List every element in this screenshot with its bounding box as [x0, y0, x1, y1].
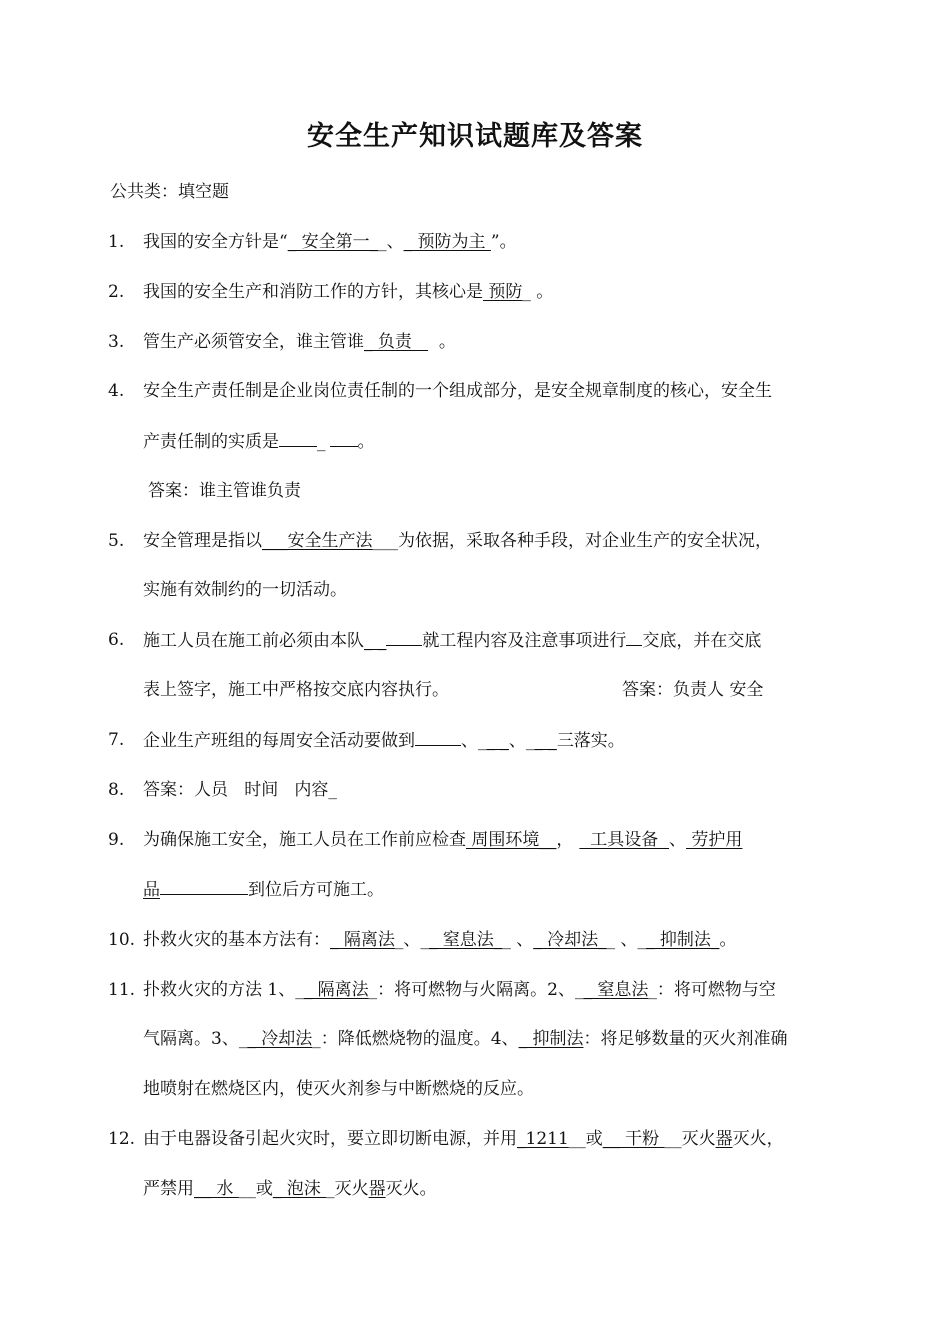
question-9-line-2: 品 到位后方可施工。 [143, 877, 848, 902]
question-number: 5. [108, 531, 125, 551]
question-12-line-1: 由于电器设备引起火灾时，要立即切断电源，并用_1211__或__ 干粉 __灭火器灭火， [143, 1129, 784, 1149]
answer-blank: 预防 [483, 282, 523, 302]
question-number: 11. [108, 980, 136, 1000]
answer-blank: _ 预防为主 [403, 232, 491, 252]
question-number: 7. [108, 730, 125, 750]
answer-blank: _ 冷却法 [247, 1029, 313, 1049]
answer-blank: _ 冷却法_ [533, 930, 607, 950]
answer-blank: _ 安全第一_ [287, 232, 379, 252]
answer-blank: _ 抑制法_ [646, 930, 720, 950]
question-number: 4. [108, 381, 125, 401]
question-6-answer: 答案：负责人 安全 [622, 680, 764, 700]
question-7: 企业生产班组的每周安全活动要做到 、__ _、__ _三落实。 [143, 728, 848, 753]
question-12-line-2: 严禁用__ 水 __或_ 泡沫 _灭火器灭火。 [143, 1179, 437, 1199]
question-number: 9. [108, 830, 125, 850]
question-4-line-1: 安全生产责任制是企业岗位责任制的一个组成部分，是安全规章制度的核心，安全生 [143, 381, 772, 401]
answer-blank: _ _ [534, 731, 557, 751]
question-6-line-2: 表上签字，施工中严格按交底内容执行。 [143, 680, 449, 700]
question-number: 3. [108, 332, 125, 352]
answer-blank: _ 抑制法 [518, 1029, 584, 1049]
document-title: 安全生产知识试题库及答案 [307, 121, 643, 152]
question-number: 1. [108, 232, 125, 252]
answer-blank: _ 窒息法_ [428, 930, 503, 950]
question-number: 6. [108, 630, 125, 650]
answer-blank: 劳护用 [686, 830, 743, 850]
question-6-line-1: 施工人员在施工前必须由本队_ _ 就工程内容及注意事项进行 交底，并在交底 [143, 628, 848, 653]
question-number: 12. [108, 1129, 136, 1149]
answer-blank: _ 负责 [364, 332, 429, 352]
question-3: 管生产必须管安全，谁主管谁_ 负责 。 [143, 332, 456, 352]
question-5-line-2: 实施有效制约的一切活动。 [143, 580, 347, 600]
question-8: 答案：人员 时间 内容_ [143, 780, 337, 800]
answer-blank: _ 隔离法 [330, 930, 395, 950]
question-number: 2. [108, 282, 125, 302]
answer-blank: 工具设备 [579, 830, 670, 850]
answer-blank [386, 628, 422, 646]
answer-blank: _1211 [517, 1129, 569, 1149]
answer-blank: _ 隔离法 [303, 980, 369, 1000]
question-9-line-1: 为确保施工安全，施工人员在工作前应检查 周围环境__， 工具设备 、 劳护用 [143, 830, 743, 850]
question-11-line-2: 气隔离。3、__ 冷却法_：降低燃烧物的温度。4、_ 抑制法：将足够数量的灭火剂准确 [143, 1029, 788, 1049]
question-4-answer: 答案：谁主管谁负责 [148, 481, 301, 501]
answer-blank: __ 水 [194, 1179, 239, 1199]
answer-blank: _ 窒息法 [583, 980, 649, 1000]
answer-blank [160, 877, 248, 895]
answer-blank [415, 728, 461, 746]
answer-blank [626, 628, 642, 646]
question-10: 扑救火灾的基本方法有：_ 隔离法_、__ 窒息法__ 、_ 冷却法__ 、__ 抑制法_。 [143, 930, 737, 950]
question-11-line-1: 扑救火灾的方法 1、__ 隔离法_：将可燃物与火隔离。2、__ 窒息法_：将可燃物与空 [143, 980, 776, 1000]
question-2: 我国的安全生产和消防工作的方针，其核心是 预防_ 。 [143, 282, 554, 302]
question-1: 我国的安全方针是“_ 安全第一__、_ 预防为主 ”。 [143, 232, 517, 252]
question-5-line-1: 安全管理是指以___安全生产法___为依据，采取各种手段，对企业生产的安全状况， [143, 531, 772, 551]
answer-blank: 周围环境__ [466, 830, 557, 850]
answer-blank [330, 429, 358, 447]
question-number: 8. [108, 780, 125, 800]
answer-blank: ___安全生产法 [262, 531, 373, 551]
answer-blank: _ 泡沫 [272, 1179, 327, 1199]
question-number: 10. [108, 930, 136, 950]
answer-blank: _ _ [364, 631, 387, 651]
question-4-line-2: 产责任制的实质是 _ 。 [143, 429, 848, 454]
question-11-line-3: 地喷射在燃烧区内，使灭火剂参与中断燃烧的反应。 [143, 1079, 534, 1099]
answer-blank: _ _ [486, 731, 509, 751]
answer-blank: __ 干粉 [602, 1129, 665, 1149]
answer-blank [279, 429, 317, 447]
section-heading: 公共类：填空题 [110, 182, 229, 202]
